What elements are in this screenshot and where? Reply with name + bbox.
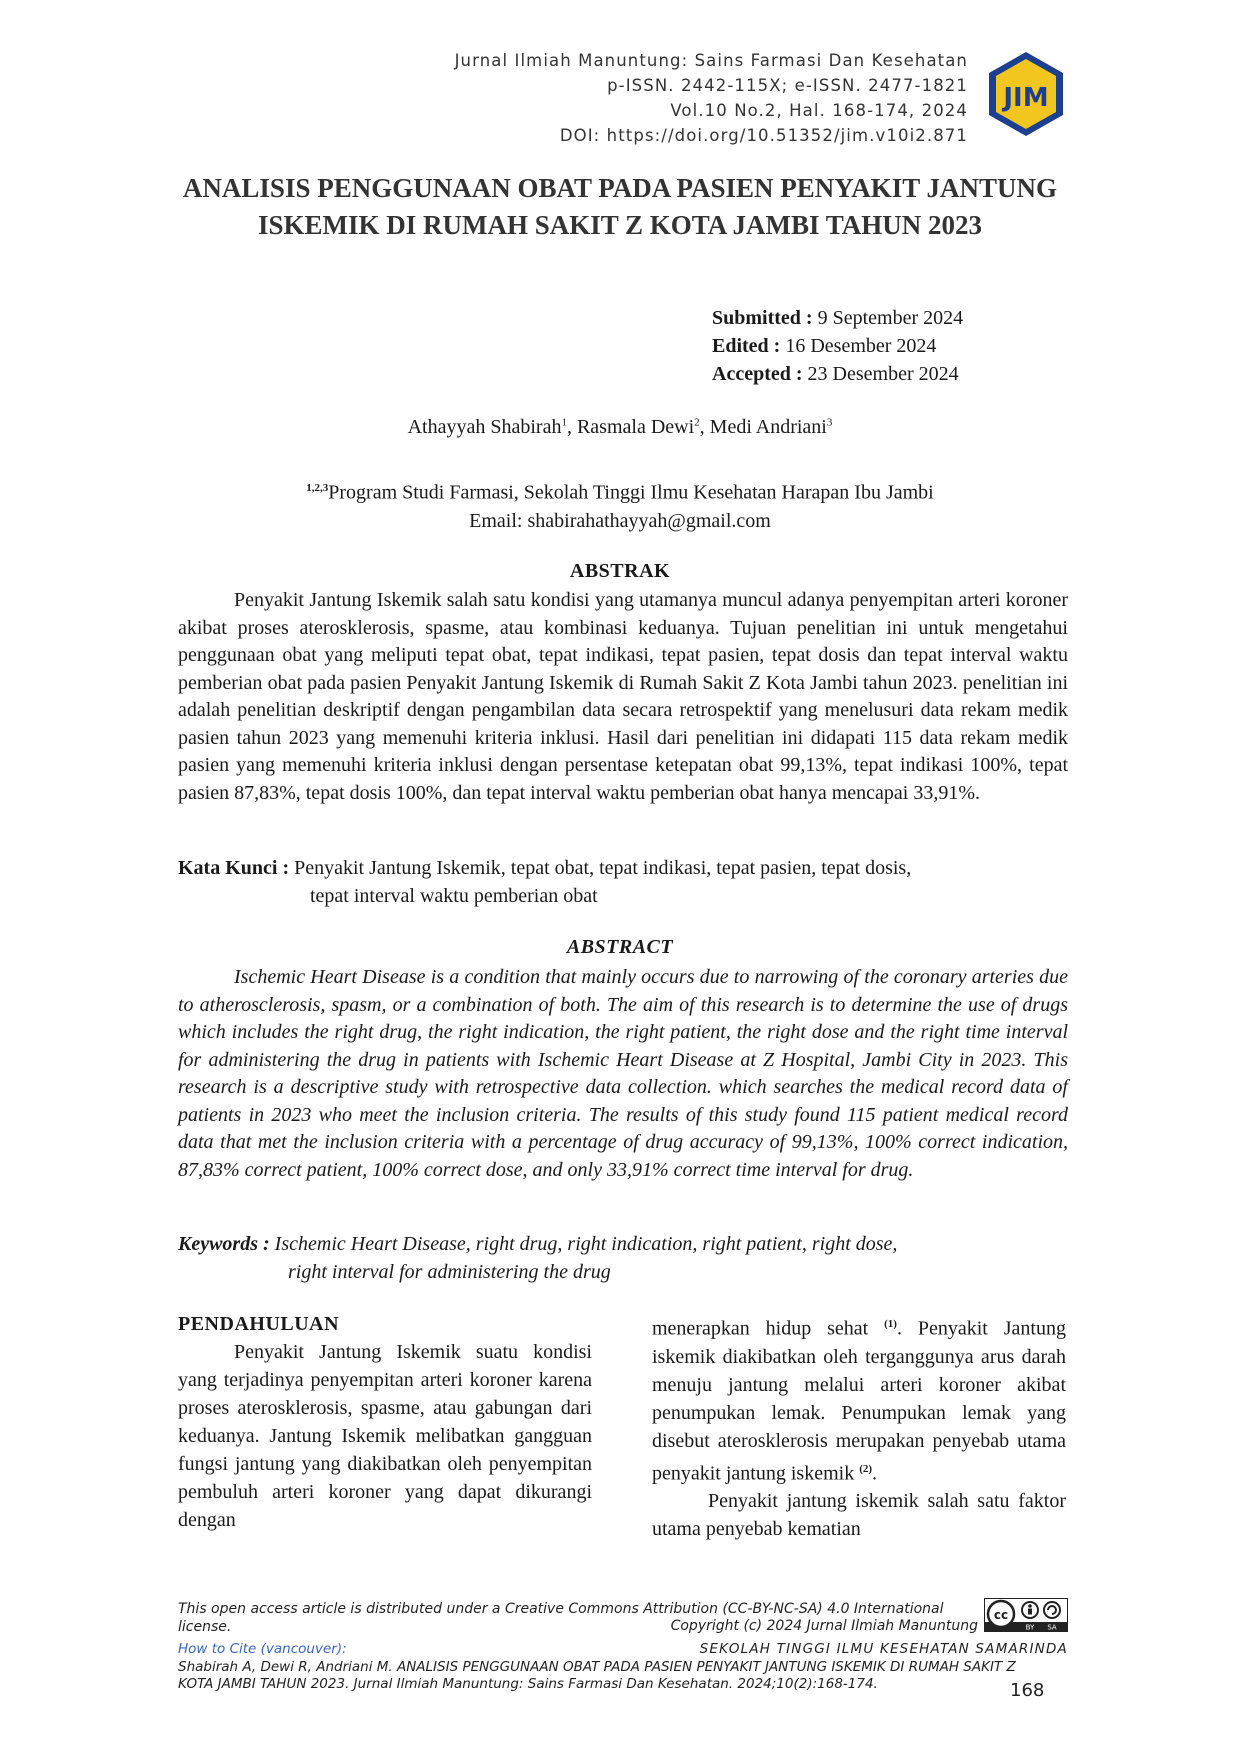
kata-kunci-line1: Penyakit Jantung Iskemik, tepat obat, tepat indikasi, tepat pasien, tepat dosis, (294, 857, 912, 879)
intro-right-column (652, 1310, 1066, 1543)
abstract-body: Ischemic Heart Disease is a condition that mainly occurs due to narrowing of the coronary arteries due to atherosclerosis, spasm, or a combination of both. The aim of this research is to determine the use of drugs which includes the right drug, the right indication, the right patient, the right dose and the right time interval for administering the drug in patients with Ischemic Heart Disease at Z Hospital, Jambi City in 2023. This research is a descriptive study with retrospective data collection. which searches the medical record data of patients in 2023 who meet the inclusion criteria. The results of this study found 115 patient medical record data that met the inclusion criteria with a percentage of drug accuracy of 99,13%, 100% correct indication, 87,83% correct patient, 100% correct dose, and only 33,91% correct time interval for drug. (178, 966, 1068, 1181)
intro-right-c: . (872, 1462, 878, 1485)
kata-kunci-line2: tepat interval waktu pemberian obat (310, 885, 598, 907)
abstract-heading: ABSTRACT (566, 936, 674, 958)
cc-by-label: BY (1025, 1623, 1035, 1632)
submitted-date: 9 September 2024 (812, 307, 964, 329)
accepted-date: 23 Desember 2024 (802, 363, 959, 385)
kata-kunci (178, 854, 1068, 910)
author-2-sup: 2 (694, 416, 700, 429)
journal-volume: Vol.10 No.2, Hal. 168-174, 2024 (670, 101, 968, 120)
cc-license-badge[interactable] (984, 1598, 1068, 1632)
journal-logo (986, 50, 1066, 138)
author-email[interactable]: Email: shabirahathayyah@gmail.com (469, 509, 771, 532)
intro-right-paragraph-1 (652, 1310, 1066, 1487)
how-to-cite-label: How to Cite (vancouver): (178, 1641, 347, 1657)
intro-heading: PENDAHULUAN (178, 1313, 340, 1335)
accepted-label: Accepted : (712, 363, 803, 385)
author-1: Athayyah Shabirah (407, 416, 562, 438)
edited-date: 16 Desember 2024 (780, 335, 937, 357)
abstrak-heading: ABSTRAK (569, 560, 671, 582)
affiliation-sup: 1,2,3 (306, 482, 329, 494)
intro-right-a: menerapkan hidup sehat (652, 1317, 885, 1340)
author-list (0, 416, 1240, 439)
affiliation-text: Program Studi Farmasi, Sekolah Tinggi Ilmu Kesehatan Harapan Ibu Jambi (328, 481, 934, 504)
journal-doi[interactable]: DOI: https://doi.org/10.51352/jim.v10i2.871 (559, 126, 968, 145)
intro-left-column (178, 1310, 592, 1534)
reference-2[interactable]: (2) (859, 1462, 873, 1475)
journal-header (360, 48, 968, 148)
edited-label: Edited : (712, 335, 781, 357)
keywords-label: Keywords : (178, 1233, 270, 1255)
intro-left-paragraph: Penyakit Jantung Iskemik suatu kondisi yang terjadinya penyempitan arteri koroner karena proses aterosklerosis, spasme, atau gabungan dari keduanya. Jantung Iskemik melibatkan gangguan fungsi jantung yang diakibatkan oleh penyempitan pembuluh arteri koroner yang dapat dikurangi dengan (178, 1341, 592, 1531)
article-title: ANALISIS PENGGUNAAN OBAT PADA PASIEN PENYAKIT JANTUNG ISKEMIK DI RUMAH SAKIT Z KOTA JAMBI TAHUN 2023 (182, 173, 1058, 240)
kata-kunci-label: Kata Kunci : (178, 857, 290, 879)
submitted-label: Submitted : (712, 307, 813, 329)
reference-1[interactable]: (1) (884, 1318, 897, 1330)
submission-dates (712, 304, 963, 388)
svg-text:cc: cc (993, 1608, 1009, 1622)
abstrak-body: Penyakit Jantung Iskemik salah satu kondisi yang utamanya muncul adanya penyempitan arteri koroner akibat proses aterosklerosis, spasme, atau kombinasi keduanya. Tujuan penelitian ini untuk mengetahui penggunaan obat yang meliputi tepat obat, tepat indikasi, tepat pasien, tepat dosis dan tepat interval waktu pemberian obat pada pasien Penyakit Jantung Iskemik di Rumah Sakit Z Kota Jambi tahun 2023. penelitian ini adalah penelitian deskriptif dengan pengambilan data secara retrospektif yang menelusuri data rekam medik pasien tahun 2023 yang memenuhi kriteria inklusi. Hasil dari penelitian ini didapati 115 data rekam medik pasien yang memenuhi kriteria inklusi dengan persentase ketepatan obat 99,13%, tepat indikasi 100%, tepat pasien 87,83%, tepat dosis 100%, dan tepat interval waktu pemberian obat hanya mencapai 33,91%. (178, 589, 1068, 804)
affiliation (0, 474, 1240, 535)
journal-issn: p-ISSN. 2442-115X; e-ISSN. 2477-1821 (607, 76, 968, 95)
intro-right-b: . Penyakit Jantung iskemik diakibatkan oleh terganggunya arus darah menuju jantung melalui arteri koroner akibat penumpukan lemak. Penumpukan lemak yang disebut aterosklerosis merupakan penyebab utama penyakit jantung iskemik (652, 1317, 1066, 1485)
journal-name: Jurnal Ilmiah Manuntung: Sains Farmasi Dan Kesehatan (454, 51, 968, 70)
keywords-line2: right interval for administering the drug (288, 1261, 611, 1283)
copyright-text: Copyright (c) 2024 Jurnal Ilmiah Manuntung (670, 1618, 978, 1634)
page-number: 168 (1010, 1680, 1045, 1701)
keywords (178, 1230, 1068, 1286)
institution-name: SEKOLAH TINGGI ILMU KESEHATAN SAMARINDA (699, 1641, 1068, 1657)
author-1-sup: 1 (561, 416, 567, 429)
author-3: , Medi Andriani (699, 416, 827, 438)
intro-right-paragraph-2: Penyakit jantung iskemik salah satu faktor utama penyebab kematian (652, 1490, 1066, 1541)
logo-letters: JIM (1003, 83, 1049, 113)
cc-sa-label: SA (1047, 1623, 1057, 1632)
license-text: This open access article is distributed under a Creative Commons Attribution (CC-BY-NC-SA) 4.0 International license. (178, 1601, 944, 1635)
keywords-line1: Ischemic Heart Disease, right drug, right indication, right patient, right dose, (274, 1233, 898, 1255)
author-3-sup: 3 (826, 416, 833, 429)
author-2: , Rasmala Dewi (566, 416, 695, 438)
citation-text: Shabirah A, Dewi R, Andriani M. ANALISIS PENGGUNAAN OBAT PADA PASIEN PENYAKIT JANTUNG ISKEMIK DI RUMAH SAKIT Z KOTA JAMBI TAHUN 2023. Jurnal Ilmiah Manuntung: Sains Farmasi Dan Kesehatan. 2024;10(2):168-174. (178, 1659, 1016, 1692)
